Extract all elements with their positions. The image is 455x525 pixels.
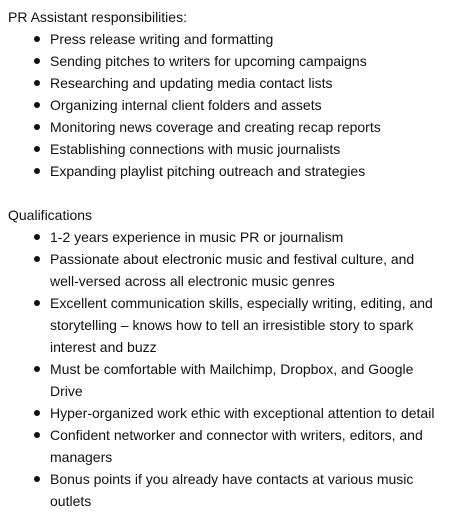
list-item [34,226,455,248]
section-spacer [8,182,455,204]
list-item [34,358,455,402]
list-item-text: Excellent communication skills, especially writing, editing, and storytelling – knows how to tell an irresistible story to spark interest and buzz [50,295,433,355]
list-item-text: Press release writing and formatting [50,31,274,47]
list-item [34,160,455,182]
bullet-icon [34,58,40,64]
list-item [34,28,455,50]
list-item-text: Researching and updating media contact lists [50,75,333,91]
bullet-icon [34,476,40,482]
bullet-icon [34,80,40,86]
bullet-icon [34,124,40,130]
list-item-text: Hyper-organized work ethic with exceptional attention to detail [50,405,435,421]
bullet-icon [34,36,40,42]
list-item [34,50,455,72]
list-item [34,468,455,512]
bullet-icon [34,432,40,438]
bullet-icon [34,300,40,306]
bullet-icon [34,410,40,416]
bullet-icon [34,366,40,372]
list-item-text: Establishing connections with music journalists [50,141,341,157]
qualifications-heading: Qualifications [8,207,93,223]
list-item-text: Sending pitches to writers for upcoming campaigns [50,53,367,69]
list-item-text: Confident networker and connector with writers, editors, and managers [50,427,423,465]
list-item [34,424,455,468]
bullet-icon [34,168,40,174]
list-item-text: Organizing internal client folders and assets [50,97,322,113]
qualifications-list [8,226,455,512]
list-item-text: Bonus points if you already have contacts at various music outlets [50,471,414,509]
list-item [34,72,455,94]
list-item [34,116,455,138]
list-item [34,248,455,292]
list-item-text: Expanding playlist pitching outreach and strategies [50,163,366,179]
bullet-icon [34,234,40,240]
list-item-text: Passionate about electronic music and festival culture, and well-versed across all electronic music genres [50,251,415,289]
list-item-text: Monitoring news coverage and creating recap reports [50,119,381,135]
responsibilities-list [8,28,455,182]
bullet-icon [34,256,40,262]
list-item [34,402,455,424]
bullet-icon [34,146,40,152]
list-item [34,138,455,160]
list-item-text: 1-2 years experience in music PR or journalism [50,229,344,245]
responsibilities-heading: PR Assistant responsibilities: [8,9,187,25]
bullet-icon [34,102,40,108]
list-item [34,94,455,116]
list-item [34,292,455,358]
list-item-text: Must be comfortable with Mailchimp, Dropbox, and Google Drive [50,361,414,399]
